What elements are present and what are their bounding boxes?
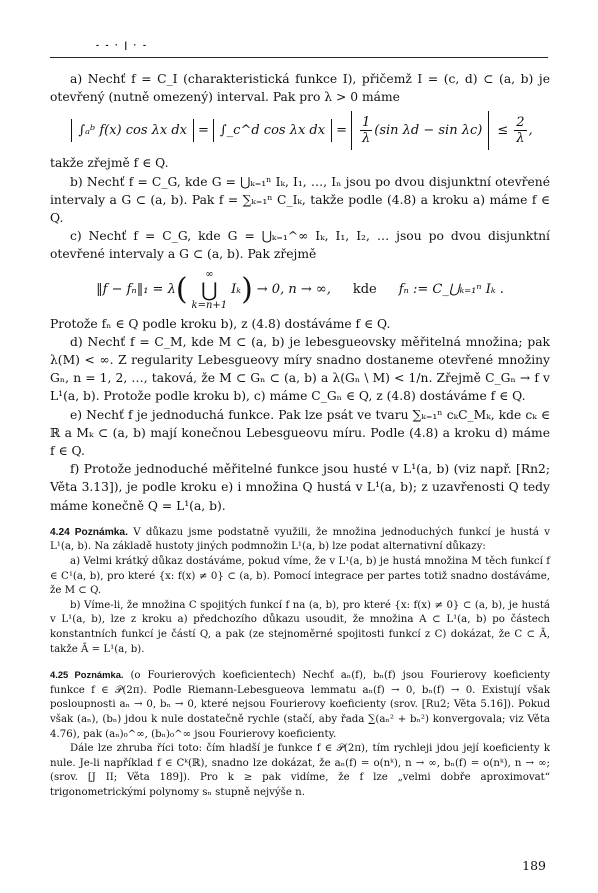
- union-operator: [192, 269, 228, 311]
- remark-4-24-b: b) Víme-li, že množina C spojitých funkcí f na (a, b), pro které {x: f(x) ≠ 0} ⊂ (a, b), je hustá v L¹(a, b), lze z kroku a) předchozího důkazu usoudit, že množina A ⊂ L¹(a, b) po částech konstantních funkcí je částí Q, a pak (ze stejnoměrné spojitosti funkcí z C) dokázat, že C ⊂ Ā, takže Ā = L¹(a, b).: [50, 599, 550, 655]
- remark-4-24: [50, 526, 550, 657]
- numerator: 1: [361, 115, 371, 131]
- running-header: - - · | · -: [96, 40, 149, 50]
- denominator: λ: [362, 131, 371, 147]
- equation-integral-bound: [50, 111, 550, 150]
- paragraph-c-intro: c) Nechť f = C_G, kde G = ⋃ₖ₌₁^∞ Iₖ, I₁, I₂, … jsou po dvou disjunktní otevřené intervaly a G ⊂ (a, b). Pak zřejmě: [50, 229, 550, 262]
- remark-4-24-a: a) Velmi krátký důkaz dostáváme, pokud víme, že v L¹(a, b) je hustá množina M těch funkcí f ∈ C¹(a, b), pro které {x: f(x) ≠ 0} ⊂ (a, b). Pomocí integrace per partes totiž snadno dostáváme, že M ⊂ Q.: [50, 556, 550, 597]
- remark-4-25: [50, 668, 550, 800]
- main-text: [50, 70, 550, 801]
- paragraph-c-conclusion: Protože fₙ ∈ Q podle kroku b), z (4.8) dostáváme f ∈ Q.: [50, 316, 391, 331]
- remark-4-25-text: (o Fourierových koeficientech) Nechť aₙ(f), bₙ(f) jsou Fourierovy koeficienty funkce f ∈ 𝒫(2π). Podle Riemann-Lebesgueova lemmatu aₙ(f) → 0, bₙ(f) → 0. Existují však posloupnosti aₙ → 0, bₙ → 0, které nejsou Fourierovy koeficienty (srov. [Ru2; Věta 5.16]). Pokud však (aₙ), (bₙ) jdou k nule dostatečně rychle (stačí, aby řada ∑(aₙ² + bₙ²) konvergovala; viz Věta 4.76), pak (aₙ)₀^∞, (bₙ)₀^∞ jsou Fourierovy koeficienty.: [50, 670, 550, 740]
- paragraph-f: f) Protože jednoduché měřitelné funkce jsou husté v L¹(a, b) (viz např. [Rn2; Věta 3.13]), je podle kroku e) i množina Q hustá v L¹(a, b); z uzavřenosti Q tedy máme konečně Q = L¹(a, b).: [50, 462, 550, 513]
- remark-4-25-heading: 4.25 Poznámka.: [50, 669, 124, 681]
- remark-4-25-p2: Dále lze zhruba říci toto: čím hladší je funkce f ∈ 𝒫(2π), tím rychleji jdou její koeficienty k nule. Je-li například f ∈ Cᵏ(ℝ), snadno lze dokázat, že aₙ(f) = o(nᵏ), n → ∞, bₙ(f) = o(nᵏ), n → ∞; (srov. [J II; Věta 189]). Pro k ≥ pak vidíme, že f lze „velmi dobře aproximovat“ trigonometrickými polynomy sₙ stupně nejvýše n.: [50, 743, 550, 798]
- left-paren: (: [175, 271, 188, 307]
- fraction-two-over-lambda: [514, 115, 526, 146]
- interval-term: Iₖ: [231, 282, 242, 298]
- numerator: 2: [516, 115, 525, 131]
- remark-4-24-heading: 4.24 Poznámka.: [50, 526, 128, 538]
- paragraph-b: b) Nechť f = C_G, kde G = ⋃ₖ₌₁ⁿ Iₖ, I₁, …, Iₙ jsou po dvou disjunktní otevřené intervaly a G ⊂ (a, b). Pak f = ∑ₖ₌₁ⁿ C_Iₖ, takže podle (4.8) a kroku a) máme f ∈ Q.: [50, 174, 550, 226]
- paragraph-d: d) Nechť f = C_M, kde M ⊂ (a, b) je lebesgueovsky měřitelná množina; pak λ(M) < ∞. Z regularity Lebesgueovy míry snadno dostaneme otevřené množiny Gₙ, n = 1, 2, …, taková, že M ⊂ Gₙ ⊂ (a, b) a λ(Gₙ \ M) < 1/n. Zřejmě C_Gₙ → f v L¹(a, b). Protože podle kroku b), c) máme C_Gₙ ∈ Q, z (4.8) dostáváme f ∈ Q.: [50, 334, 550, 404]
- paragraph-e: e) Nechť f je jednoduchá funkce. Pak lze psát ve tvaru ∑ₖ₌₁ⁿ cₖC_Mₖ, kde cₖ ∈ ℝ a Mₖ ⊂ (a, b) mají konečnou Lebesgueovu míru. Podle (4.8) a kroku d) máme f ∈ Q.: [50, 407, 550, 459]
- union-symbol: ⋃: [201, 277, 218, 302]
- limit-statement: → 0, n → ∞,: [256, 282, 331, 298]
- union-lower-limit: k=n+1: [191, 299, 228, 311]
- integral-cos: ∫_c^d cos λx dx: [219, 123, 326, 139]
- equals-sign: =: [336, 123, 347, 139]
- remark-4-25-p1: [50, 668, 550, 742]
- comma: ,: [528, 123, 533, 139]
- paragraph-a-intro: a) Nechť f = C_I (charakteristická funkce I), přičemž I = (c, d) ⊂ (a, b) je otevřený (nutně omezený) interval. Pak pro λ > 0 máme: [50, 72, 550, 105]
- remark-4-24-intro: [50, 526, 550, 555]
- less-equal-sign: ≤: [497, 123, 509, 139]
- integral-f: ∫ₐᵇ f(x) cos λx dx: [78, 123, 187, 139]
- right-paren: ): [241, 271, 253, 307]
- fn-definition: fₙ := C_⋃ₖ₌₁ⁿ Iₖ .: [398, 282, 504, 298]
- denominator: λ: [516, 131, 525, 147]
- fraction-one-over-lambda: [360, 115, 372, 146]
- abs-integral-f: [71, 119, 194, 142]
- norm-expression: ‖f − fₙ‖₁ = λ: [96, 282, 176, 298]
- word-kde: kde: [352, 282, 377, 298]
- remark-4-24-text: V důkazu jsme podstatně využili, že množina jednoduchých funkcí je hustá v L¹(a, b). Na základě hustoty jiných podmnožin L¹(a, b) lze podat alternativní důkazy:: [50, 526, 550, 553]
- equals-sign: =: [198, 123, 209, 139]
- paragraph-a-conclusion: takže zřejmě f ∈ Q.: [50, 156, 169, 171]
- union-upper-limit: ∞: [205, 268, 214, 280]
- equation-norm-limit: [50, 269, 550, 311]
- page-number: 189: [522, 858, 546, 873]
- abs-sin-difference: [351, 111, 489, 150]
- header-rule: [50, 57, 548, 58]
- abs-integral-cos: [213, 119, 332, 142]
- sin-difference: (sin λd − sin λc): [374, 123, 483, 139]
